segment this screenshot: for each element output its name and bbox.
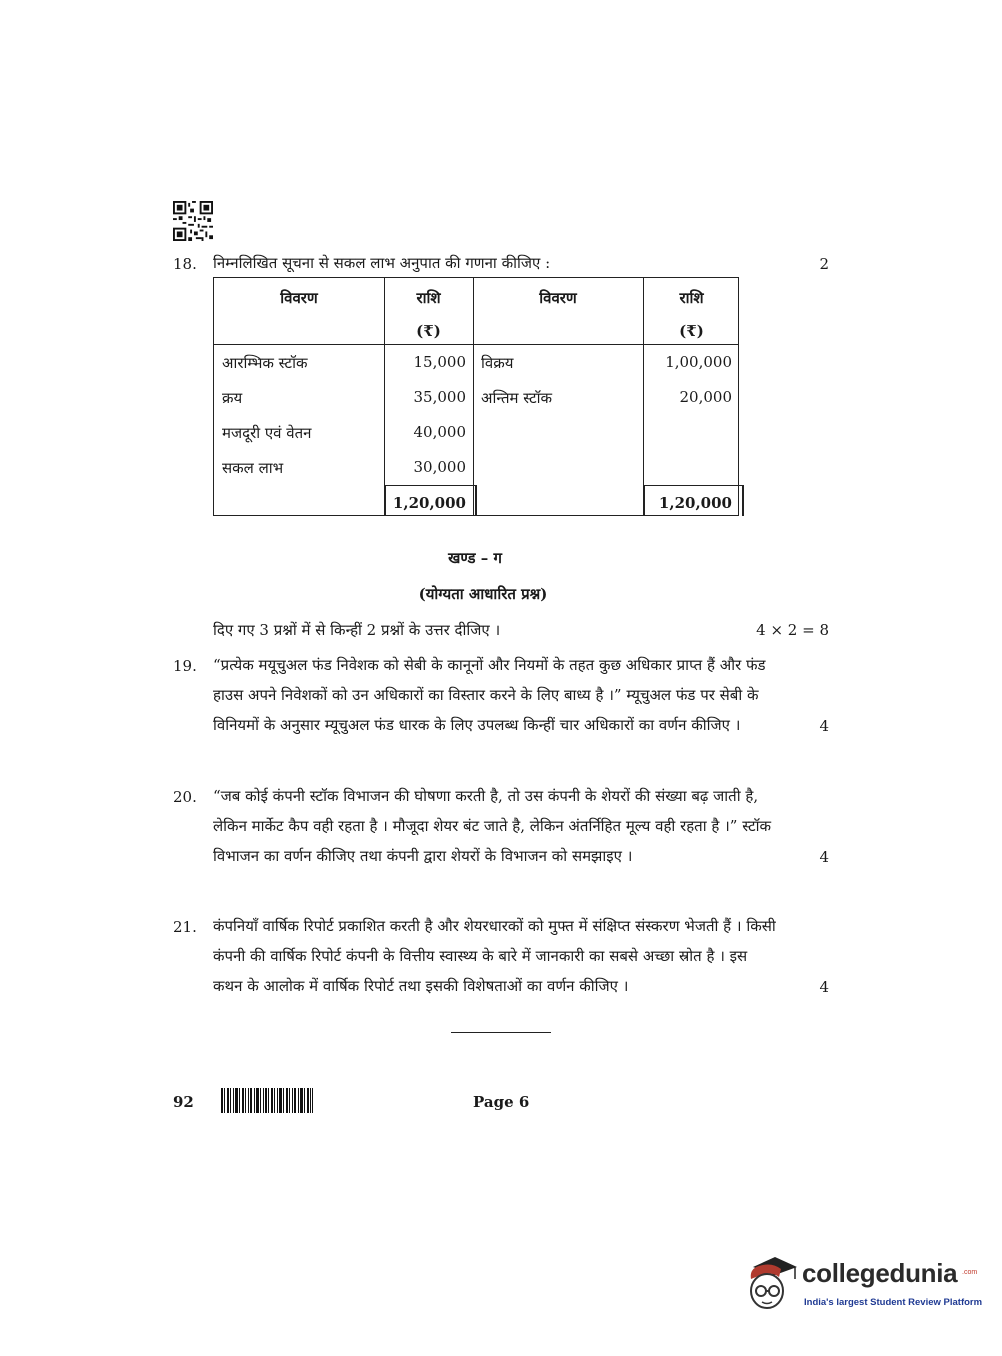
table-cell-label: मजदूरी एवं वेतन [222,424,312,442]
brand-suffix: .com [962,1269,978,1276]
question-number: 20. [173,788,197,806]
end-separator [451,1032,551,1033]
table-cell-amount: 1,00,000 [665,353,732,371]
question-line: कथन के आलोक में वार्षिक रिपोर्ट तथा इसकी विशेषताओं का वर्णन कीजिए । [213,977,629,995]
table-cell-label: विक्रय [481,354,514,372]
data-table [213,277,739,516]
table-cell-amount: 20,000 [679,388,732,406]
section-subtitle: (योग्यता आधारित प्रश्न) [418,585,548,603]
table-cell-label: क्रय [222,389,243,407]
table-total-left: 1,20,000 [392,494,466,512]
table-total-right: 1,20,000 [658,494,732,512]
question-marks: 4 [819,978,829,996]
table-cell-label: आरम्भिक स्टॉक [222,354,308,372]
header-particulars-left: विवरण [280,289,318,307]
table-cell-label: सकल लाभ [222,459,284,477]
question-line: विभाजन का वर्णन कीजिए तथा कंपनी द्वारा शेयरों के विभाजन को समझाइए । [213,847,633,865]
header-amount-left-unit: (₹) [416,322,441,340]
question-line: लेकिन मार्केट कैप वही रहता है । मौजूदा शेयर बंट जाते है, लेकिन अंतर्निहित मूल्य वही रहता है ।” स्टॉक [213,817,772,835]
section-instruction: दिए गए 3 प्रश्नों में से किन्हीं 2 प्रश्नों के उत्तर दीजिए । [213,621,501,639]
question-number: 19. [173,657,197,675]
question-line: हाउस अपने निवेशकों को उन अधिकारों का विस्तार करने के लिए बाध्य है ।” म्यूचुअल फंड पर सेबी के [213,686,759,704]
question-line: विनियमों के अनुसार म्यूचुअल फंड धारक के लिए उपलब्ध किन्हीं चार अधिकारों का वर्णन कीजिए । [213,716,741,734]
section-title: खण्ड – ग [448,549,502,567]
page-number: Page 6 [473,1093,530,1111]
brand-name: collegedunia [802,1258,958,1288]
header-amount-right-unit: (₹) [679,322,704,340]
brand-tagline: India's largest Student Review Platform [804,1297,983,1308]
question-marks: 2 [819,255,829,273]
qr-code [173,200,213,242]
paper-code: 92 [173,1093,194,1111]
question-text: निम्नलिखित सूचना से सकल लाभ अनुपात की गणना कीजिए : [213,254,551,272]
barcode [221,1088,313,1113]
table-cell-amount: 40,000 [413,423,466,441]
question-number: 21. [173,918,197,936]
table-cell-label: अन्तिम स्टॉक [481,389,553,407]
table-cell-amount: 35,000 [413,388,466,406]
question-line: कंपनी की वार्षिक रिपोर्ट कंपनी के वित्तीय स्वास्थ्य के बारे में जानकारी का सबसे अच्छा स्रोत है । इस [213,947,748,965]
question-line: “जब कोई कंपनी स्टॉक विभाजन की घोषणा करती है, तो उस कंपनी के शेयरों की संख्या बढ़ जाती है, [213,787,759,805]
question-line: कंपनियाँ वार्षिक रिपोर्ट प्रकाशित करती है और शेयरधारकों को मुफ्त में संक्षिप्त संस्करण भेजती हैं । किसी [213,917,776,935]
table-cell-amount: 30,000 [413,458,466,476]
header-amount-left: राशि [416,289,441,307]
question-marks: 4 [819,848,829,866]
header-amount-right: राशि [679,289,704,307]
table-cell-amount: 15,000 [413,353,466,371]
collegedunia-mascot-icon [745,1253,803,1313]
section-marks: 4 × 2 = 8 [756,621,829,639]
question-marks: 4 [819,717,829,735]
header-particulars-right: विवरण [539,289,577,307]
question-line: “प्रत्येक मयूचुअल फंड निवेशक को सेबी के कानूनों और नियमों के तहत कुछ अधिकार प्राप्त हैं और फंड [213,656,766,674]
question-number: 18. [173,255,197,273]
